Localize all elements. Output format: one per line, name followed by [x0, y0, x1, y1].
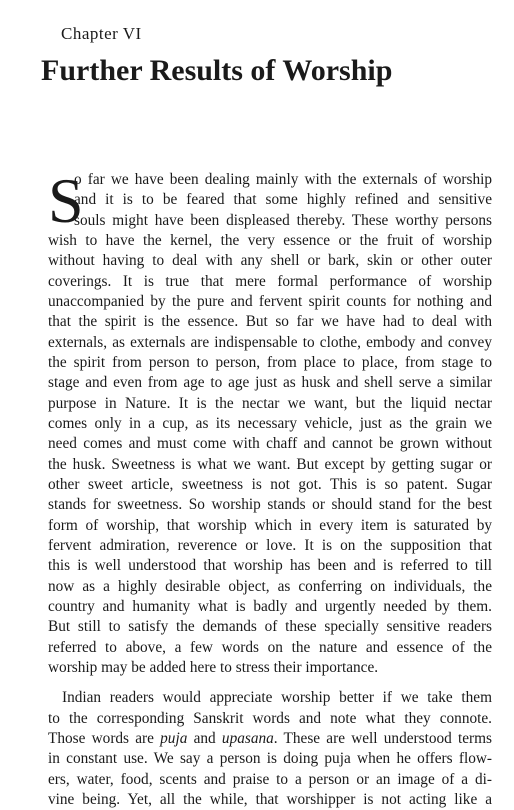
text-line: that the spirit is the essence. But so far we have had to deal with [48, 313, 492, 331]
paragraph-1 [48, 165, 492, 678]
text-line: wish to have the kernel, the very essence or the fruit of worship [48, 231, 492, 249]
text-run: Those words are [48, 729, 161, 747]
text-line: comes only in a cup, as its necessary vehicle, just as the grain we [48, 414, 492, 432]
text-line: in constant use. We say a person is doing puja when he offers flow- [48, 750, 492, 768]
text-run: and [187, 729, 222, 747]
paragraph-2 [48, 688, 492, 810]
text-line: vine being. Yet, all the while, that worshipper is not acting like a [48, 790, 492, 808]
text-line: the spirit from person to person, from place to place, from stage to [48, 353, 492, 371]
text-line: stage and even from age to age just as husk and shell serve a similar [48, 374, 492, 392]
text-line: other sweet article, sweetness is not got. This is so patent. Sugar [48, 475, 492, 493]
paragraph-gap [48, 678, 492, 688]
drop-cap: S [48, 165, 84, 236]
text-line: unaccompanied by the pure and fervent spirit counts for nothing and [48, 292, 492, 310]
text-line: o far we have been dealing mainly with the externals of worship [74, 171, 492, 188]
text-line: But still to satisfy the demands of these specially sensitive readers [48, 618, 492, 636]
text-line: this is well understood that worship has been and is referred to till [48, 557, 492, 575]
text-line: stands for sweetness. So worship stands or should stand for the best [48, 496, 492, 514]
chapter-title: Further Results of Worship [41, 54, 393, 87]
text-line: without having to deal with any shell or bark, skin or other outer [48, 252, 492, 270]
text-line: the husk. Sweetness is what we want. But except by getting sugar or [48, 455, 492, 473]
text-line: ers, water, food, scents and praise to a person or an image of a di- [48, 770, 492, 788]
text-line: now as a highly desirable object, as conferring on individuals, the [48, 577, 492, 595]
text-line: fervent admiration, reverence or love. It is on the supposition that [48, 536, 492, 554]
text-line: souls might have been displeased thereby. These worthy persons [74, 211, 492, 229]
text-line: form of worship, that worship which in every item is saturated by [48, 516, 492, 534]
text-line: to the corresponding Sanskrit words and note what they connote. [48, 709, 492, 727]
term-upasana: upasana [221, 729, 274, 747]
text-line: referred to above, a few words on the nature and essence of the [48, 638, 492, 656]
text-line: externals, as externals are indispensable to clothe, embody and convey [48, 333, 492, 351]
text-line: coverings. It is true that mere formal performance of worship [48, 272, 492, 290]
text-line [48, 729, 492, 749]
text-line: and it is to be feared that some highly refined and sensitive [74, 191, 492, 209]
text-line: worship may be added here to stress their importance. [48, 658, 379, 676]
text-run: . These are well understood terms [273, 729, 492, 747]
text-line: Indian readers would appreciate worship better if we take them [62, 689, 492, 707]
text-line: need comes and must come with chaff and cannot be grown without [48, 435, 492, 453]
text-line: purpose in Nature. It is the nectar we want, but the liquid nectar [48, 394, 492, 412]
chapter-label: Chapter VI [61, 24, 142, 43]
term-puja: puja [160, 729, 188, 747]
body-text [48, 165, 492, 810]
text-line: country and humanity what is badly and urgently needed by them. [48, 597, 492, 615]
